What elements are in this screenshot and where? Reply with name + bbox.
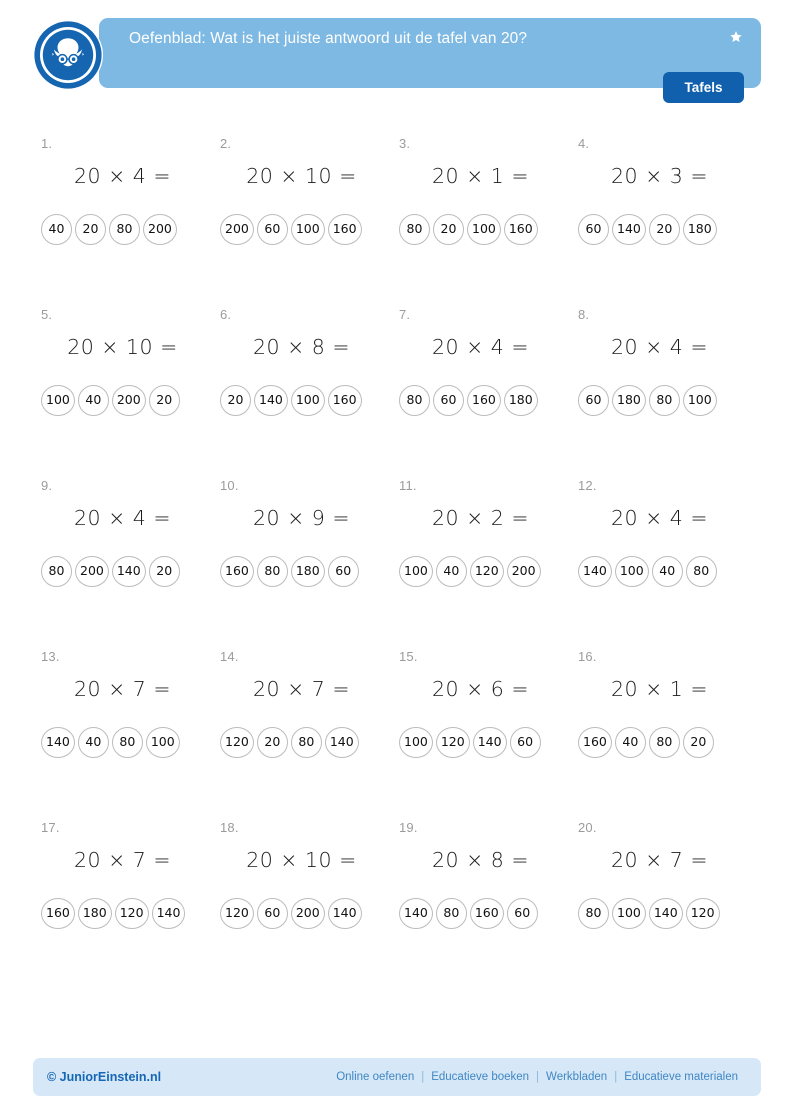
footer-link[interactable]: Educatieve materialen	[624, 1071, 738, 1083]
exercise-row	[33, 474, 761, 645]
answer-option[interactable]: 200	[291, 898, 325, 929]
exercise-equation: 20 × 4 =	[431, 335, 530, 359]
answer-option[interactable]: 40	[615, 727, 646, 758]
answer-option[interactable]: 200	[507, 556, 541, 587]
tafels-badge-button[interactable]: Tafels	[663, 72, 744, 103]
exercise-item	[391, 303, 570, 474]
answer-option[interactable]: 60	[510, 727, 541, 758]
answer-option[interactable]: 120	[436, 727, 470, 758]
answer-options	[570, 556, 749, 587]
exercise-row	[33, 303, 761, 474]
answer-option[interactable]: 80	[436, 898, 467, 929]
exercise-item	[33, 303, 212, 474]
exercise-number: 1.	[41, 136, 53, 151]
exercise-number: 14.	[220, 649, 239, 664]
answer-option[interactable]: 100	[615, 556, 649, 587]
answer-option[interactable]: 20	[649, 214, 680, 245]
answer-option[interactable]: 20	[220, 385, 251, 416]
answer-option[interactable]: 40	[78, 727, 109, 758]
footer-copyright: © JuniorEinstein.nl	[47, 1070, 162, 1084]
exercise-row	[33, 816, 761, 987]
exercise-item	[570, 303, 749, 474]
answer-option[interactable]: 200	[143, 214, 177, 245]
answer-option[interactable]: 140	[612, 214, 646, 245]
exercise-item	[212, 474, 391, 645]
answer-option[interactable]: 180	[78, 898, 112, 929]
answer-options	[391, 385, 570, 416]
footer-separator: |	[614, 1071, 618, 1083]
page-title: Oefenblad: Wat is het juiste antwoord uit de tafel van 20?	[129, 30, 528, 47]
exercise-equation: 20 × 4 =	[73, 506, 172, 530]
answer-options	[212, 385, 391, 416]
answer-option[interactable]: 60	[507, 898, 538, 929]
answer-options	[212, 727, 391, 758]
exercise-number: 5.	[41, 307, 53, 322]
answer-option[interactable]: 60	[433, 385, 464, 416]
answer-option[interactable]: 140	[649, 898, 683, 929]
answer-option[interactable]: 100	[683, 385, 717, 416]
answer-option[interactable]: 100	[41, 385, 75, 416]
answer-option[interactable]: 140	[152, 898, 186, 929]
exercise-item	[212, 816, 391, 987]
exercise-number: 16.	[578, 649, 597, 664]
exercise-item	[212, 132, 391, 303]
exercise-row	[33, 645, 761, 816]
exercise-item	[391, 816, 570, 987]
answer-option[interactable]: 120	[220, 727, 254, 758]
exercise-number: 9.	[41, 478, 53, 493]
answer-option[interactable]: 60	[578, 214, 609, 245]
answer-option[interactable]: 80	[578, 898, 609, 929]
worksheet-header	[33, 18, 761, 95]
footer-links	[329, 1058, 745, 1096]
answer-option[interactable]: 100	[291, 385, 325, 416]
answer-option[interactable]: 80	[112, 727, 143, 758]
answer-option[interactable]: 120	[220, 898, 254, 929]
page-footer	[33, 1058, 761, 1096]
answer-options	[33, 898, 212, 929]
answer-option[interactable]: 200	[220, 214, 254, 245]
exercise-item	[33, 132, 212, 303]
exercise-item	[33, 645, 212, 816]
answer-option[interactable]: 20	[75, 214, 106, 245]
answer-option[interactable]: 20	[149, 385, 180, 416]
answer-options	[33, 727, 212, 758]
exercise-number: 8.	[578, 307, 590, 322]
answer-option[interactable]: 160	[578, 727, 612, 758]
answer-option[interactable]: 80	[109, 214, 140, 245]
exercise-equation: 20 × 1 =	[610, 677, 709, 701]
exercise-row	[33, 132, 761, 303]
answer-option[interactable]: 100	[146, 727, 180, 758]
answer-option[interactable]: 160	[470, 898, 504, 929]
exercise-number: 3.	[399, 136, 411, 151]
answer-option[interactable]: 100	[467, 214, 501, 245]
answer-options	[33, 214, 212, 245]
exercise-equation: 20 × 10 =	[246, 848, 357, 872]
exercise-item	[391, 132, 570, 303]
answer-option[interactable]: 40	[652, 556, 683, 587]
answer-option[interactable]: 60	[328, 556, 359, 587]
answer-option[interactable]: 20	[683, 727, 714, 758]
answer-option[interactable]: 200	[112, 385, 146, 416]
exercise-equation: 20 × 7 =	[610, 848, 709, 872]
answer-option[interactable]: 140	[112, 556, 146, 587]
answer-option[interactable]: 40	[436, 556, 467, 587]
answer-option[interactable]: 40	[41, 214, 72, 245]
answer-options	[391, 214, 570, 245]
answer-option[interactable]: 60	[257, 214, 288, 245]
answer-option[interactable]: 160	[41, 898, 75, 929]
answer-option[interactable]: 80	[41, 556, 72, 587]
answer-options	[212, 556, 391, 587]
exercise-item	[212, 645, 391, 816]
answer-option[interactable]: 160	[220, 556, 254, 587]
exercise-number: 11.	[399, 478, 417, 493]
answer-option[interactable]: 200	[75, 556, 109, 587]
answer-options	[570, 727, 749, 758]
exercise-item	[33, 474, 212, 645]
answer-options	[212, 214, 391, 245]
answer-option[interactable]: 100	[291, 214, 325, 245]
exercise-item	[212, 303, 391, 474]
exercise-grid	[33, 132, 761, 987]
answer-option[interactable]: 160	[328, 385, 362, 416]
star-icon	[729, 30, 743, 44]
answer-option[interactable]: 120	[686, 898, 720, 929]
answer-option[interactable]: 20	[257, 727, 288, 758]
answer-option[interactable]: 80	[649, 727, 680, 758]
exercise-equation: 20 × 3 =	[610, 164, 709, 188]
exercise-equation: 20 × 1 =	[431, 164, 530, 188]
exercise-equation: 20 × 7 =	[252, 677, 351, 701]
exercise-equation: 20 × 7 =	[73, 677, 172, 701]
answer-options	[391, 556, 570, 587]
exercise-equation: 20 × 6 =	[431, 677, 530, 701]
answer-option[interactable]: 80	[686, 556, 717, 587]
exercise-item	[391, 474, 570, 645]
exercise-item	[570, 816, 749, 987]
answer-option[interactable]: 120	[470, 556, 504, 587]
answer-options	[391, 727, 570, 758]
exercise-item	[391, 645, 570, 816]
exercise-item	[570, 132, 749, 303]
exercise-equation: 20 × 9 =	[252, 506, 351, 530]
answer-option[interactable]: 80	[649, 385, 680, 416]
answer-option[interactable]: 140	[325, 727, 359, 758]
exercise-item	[33, 816, 212, 987]
answer-option[interactable]: 120	[115, 898, 149, 929]
exercise-equation: 20 × 4 =	[73, 164, 172, 188]
answer-option[interactable]: 180	[291, 556, 325, 587]
footer-separator: |	[421, 1071, 425, 1083]
exercise-number: 2.	[220, 136, 232, 151]
answer-options	[391, 898, 570, 929]
answer-option[interactable]: 160	[467, 385, 501, 416]
answer-options	[570, 385, 749, 416]
answer-option[interactable]: 80	[399, 214, 430, 245]
answer-options	[212, 898, 391, 929]
exercise-number: 4.	[578, 136, 590, 151]
answer-option[interactable]: 100	[399, 727, 433, 758]
answer-option[interactable]: 140	[328, 898, 362, 929]
answer-option[interactable]: 180	[504, 385, 538, 416]
answer-option[interactable]: 60	[578, 385, 609, 416]
exercise-number: 7.	[399, 307, 411, 322]
answer-option[interactable]: 140	[578, 556, 612, 587]
footer-link[interactable]: Educatieve boeken	[431, 1071, 530, 1083]
exercise-number: 18.	[220, 820, 239, 835]
answer-option[interactable]: 180	[683, 214, 717, 245]
answer-option[interactable]: 20	[149, 556, 180, 587]
answer-options	[570, 898, 749, 929]
exercise-equation: 20 × 10 =	[67, 335, 178, 359]
answer-options	[33, 556, 212, 587]
answer-option[interactable]: 160	[328, 214, 362, 245]
answer-option[interactable]: 20	[433, 214, 464, 245]
answer-option[interactable]: 140	[473, 727, 507, 758]
exercise-equation: 20 × 10 =	[246, 164, 357, 188]
footer-separator: |	[536, 1071, 540, 1083]
answer-options	[570, 214, 749, 245]
exercise-number: 12.	[578, 478, 597, 493]
exercise-equation: 20 × 4 =	[610, 506, 709, 530]
exercise-number: 17.	[41, 820, 60, 835]
exercise-number: 6.	[220, 307, 232, 322]
answer-option[interactable]: 140	[254, 385, 288, 416]
exercise-item	[570, 474, 749, 645]
exercise-equation: 20 × 4 =	[610, 335, 709, 359]
answer-option[interactable]: 140	[399, 898, 433, 929]
answer-option[interactable]: 180	[612, 385, 646, 416]
answer-options	[33, 385, 212, 416]
exercise-number: 19.	[399, 820, 418, 835]
answer-option[interactable]: 140	[41, 727, 75, 758]
answer-option[interactable]: 100	[399, 556, 433, 587]
answer-option[interactable]: 80	[399, 385, 430, 416]
footer-link[interactable]: Online oefenen	[336, 1071, 415, 1083]
exercise-equation: 20 × 7 =	[73, 848, 172, 872]
exercise-number: 10.	[220, 478, 239, 493]
answer-option[interactable]: 60	[257, 898, 288, 929]
junior-einstein-logo	[33, 20, 103, 90]
answer-option[interactable]: 160	[504, 214, 538, 245]
answer-option[interactable]: 40	[78, 385, 109, 416]
exercise-number: 15.	[399, 649, 418, 664]
answer-option[interactable]: 100	[612, 898, 646, 929]
exercise-equation: 20 × 8 =	[431, 848, 530, 872]
answer-option[interactable]: 80	[257, 556, 288, 587]
exercise-equation: 20 × 8 =	[252, 335, 351, 359]
exercise-equation: 20 × 2 =	[431, 506, 530, 530]
footer-link[interactable]: Werkbladen	[546, 1071, 608, 1083]
exercise-number: 20.	[578, 820, 597, 835]
exercise-item	[570, 645, 749, 816]
exercise-number: 13.	[41, 649, 60, 664]
answer-option[interactable]: 80	[291, 727, 322, 758]
